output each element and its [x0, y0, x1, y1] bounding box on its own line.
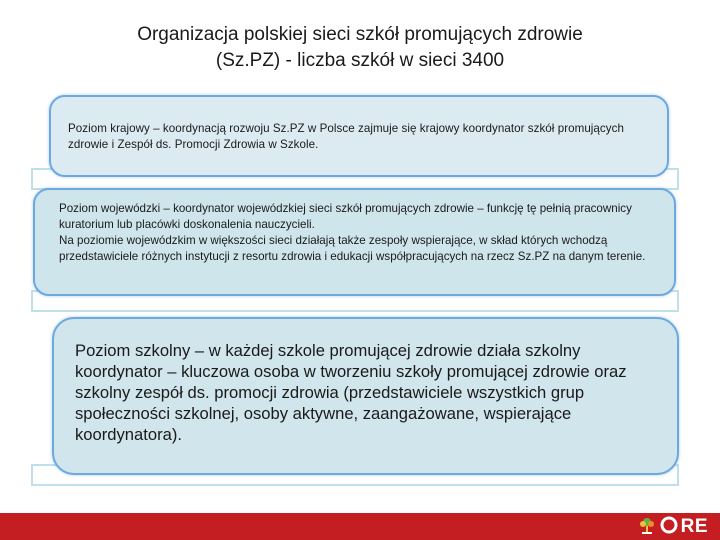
tree-icon — [637, 515, 657, 540]
logo-circle-icon — [660, 516, 678, 539]
title-line-2: (Sz.PZ) - liczba szkół w sieci 3400 — [215, 50, 505, 71]
ore-logo — [637, 516, 708, 538]
level-label-school: Poziom szkolny – — [75, 341, 205, 360]
level-text-national — [68, 121, 658, 153]
slide-title — [40, 22, 680, 74]
logo-text: RE — [680, 516, 708, 537]
level-desc-school: w każdej szkole promującej zdrowie działa szkolny koordynator – kluczowa osoba w tworzeniu szkoły promującej zdrowie oraz szkolny zespół ds. promocji zdrowia (przedstawiciele wszystkich grup społeczności szkolnej, osoby aktywne, zaangażowane, wspierające koordynatora). — [75, 341, 627, 444]
level-label-regional: Poziom wojewódzki – — [59, 202, 170, 215]
level-text-regional — [59, 201, 669, 265]
level-label-national: Poziom krajowy — [68, 122, 150, 135]
level-desc-national: – koordynacją rozwoju Sz.PZ w Polsce zajmuje się krajowy koordynator szkół promujących zdrowie i Zespół ds. Promocji Zdrowia w Szkole. — [68, 122, 624, 151]
title-line-1: Organizacja polskiej sieci szkół promujących zdrowie — [137, 24, 583, 45]
level-desc-regional-1: koordynator wojewódzkiej sieci szkół promujących zdrowie – funkcję tę pełnią pracownicy kuratorium lub placówki doskonalenia nauczycieli. — [59, 202, 632, 231]
level-desc-regional-2: Na poziomie wojewódzkim w większości sieci działają także zespoły wspierające, w skład których wchodzą przedstawiciele różnych instytucji z resortu zdrowia i edukacji współpracujących na rzecz Sz.PZ na danym terenie. — [59, 234, 646, 263]
level-text-school — [75, 340, 660, 445]
footer-bar — [0, 513, 720, 540]
